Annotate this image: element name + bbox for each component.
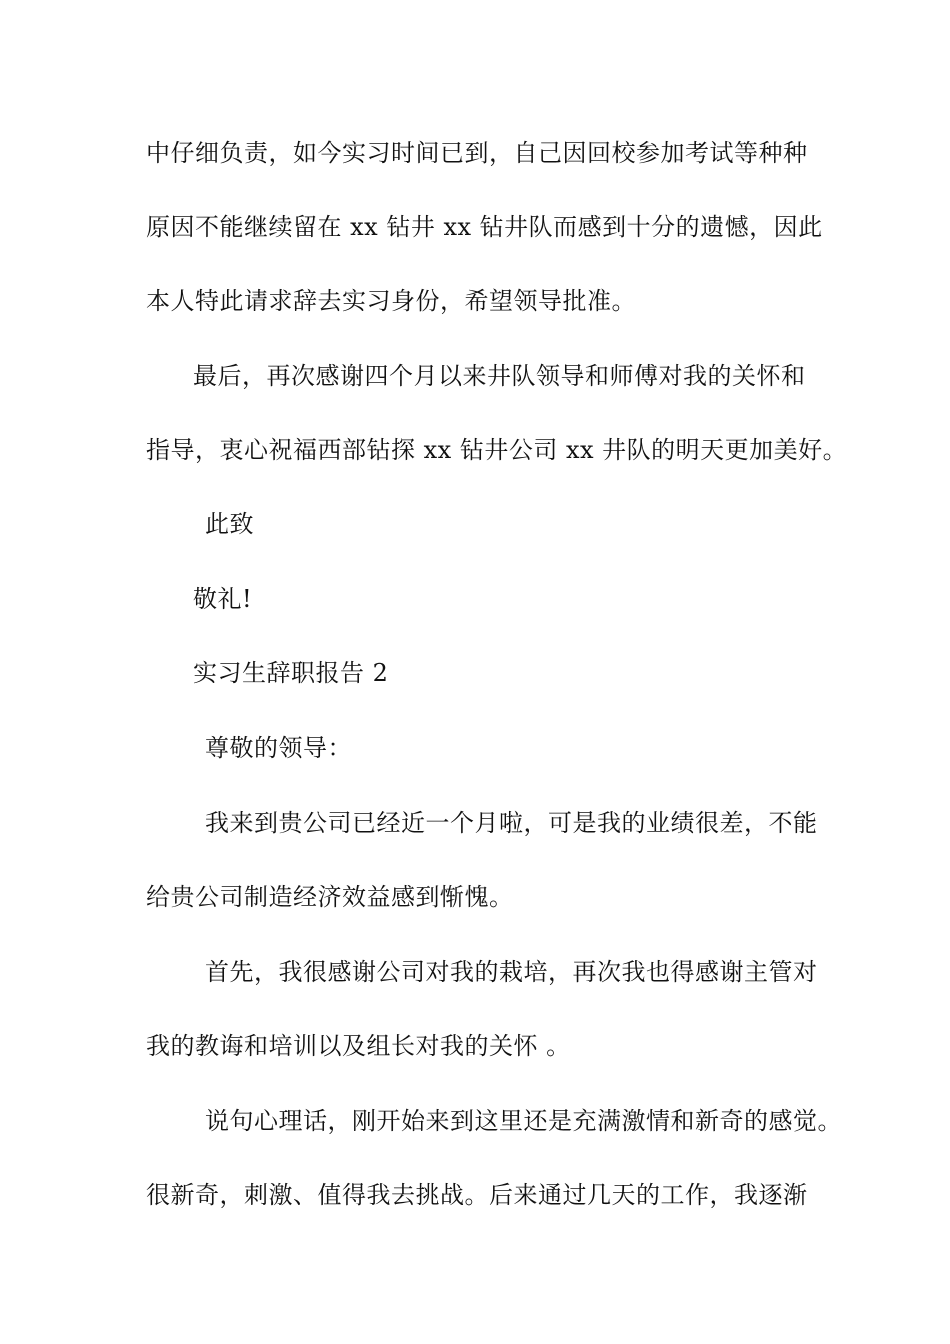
paragraph-start: 首先，我很感谢公司对我的栽培，再次我也得感谢主管对 — [205, 958, 818, 986]
paragraph-start: 最后，再次感谢四个月以来井队领导和师傅对我的关怀和 — [193, 362, 806, 390]
paragraph-start: 说句心理话，刚开始来到这里还是充满激情和新奇的感觉。 — [205, 1107, 842, 1135]
text-line: 我的教诲和培训以及组长对我的关怀 。 — [146, 1032, 571, 1060]
closing-phrase: 此致 — [205, 510, 254, 538]
text-line: 中仔细负责，如今实习时间已到，自己因回校参加考试等种种 — [146, 139, 808, 167]
text-line: 指导，衷心祝福西部钻探 xx 钻井公司 xx 井队的明天更加美好。 — [146, 436, 848, 464]
text-line: 原因不能继续留在 xx 钻井 xx 钻井队而感到十分的遗憾，因此 — [146, 213, 823, 241]
text-line: 很新奇，刺激、值得我去挑战。后来通过几天的工作，我逐渐 — [146, 1181, 808, 1209]
text-line: 本人特此请求辞去实习身份，希望领导批准。 — [146, 287, 636, 315]
text-line: 给贵公司制造经济效益感到惭愧。 — [146, 883, 514, 911]
salutation-closing: 敬礼! — [193, 585, 253, 613]
greeting: 尊敬的领导： — [205, 734, 352, 762]
paragraph-start: 我来到贵公司已经近一个月啦，可是我的业绩很差，不能 — [205, 809, 818, 837]
section-title: 实习生辞职报告 2 — [193, 659, 389, 687]
